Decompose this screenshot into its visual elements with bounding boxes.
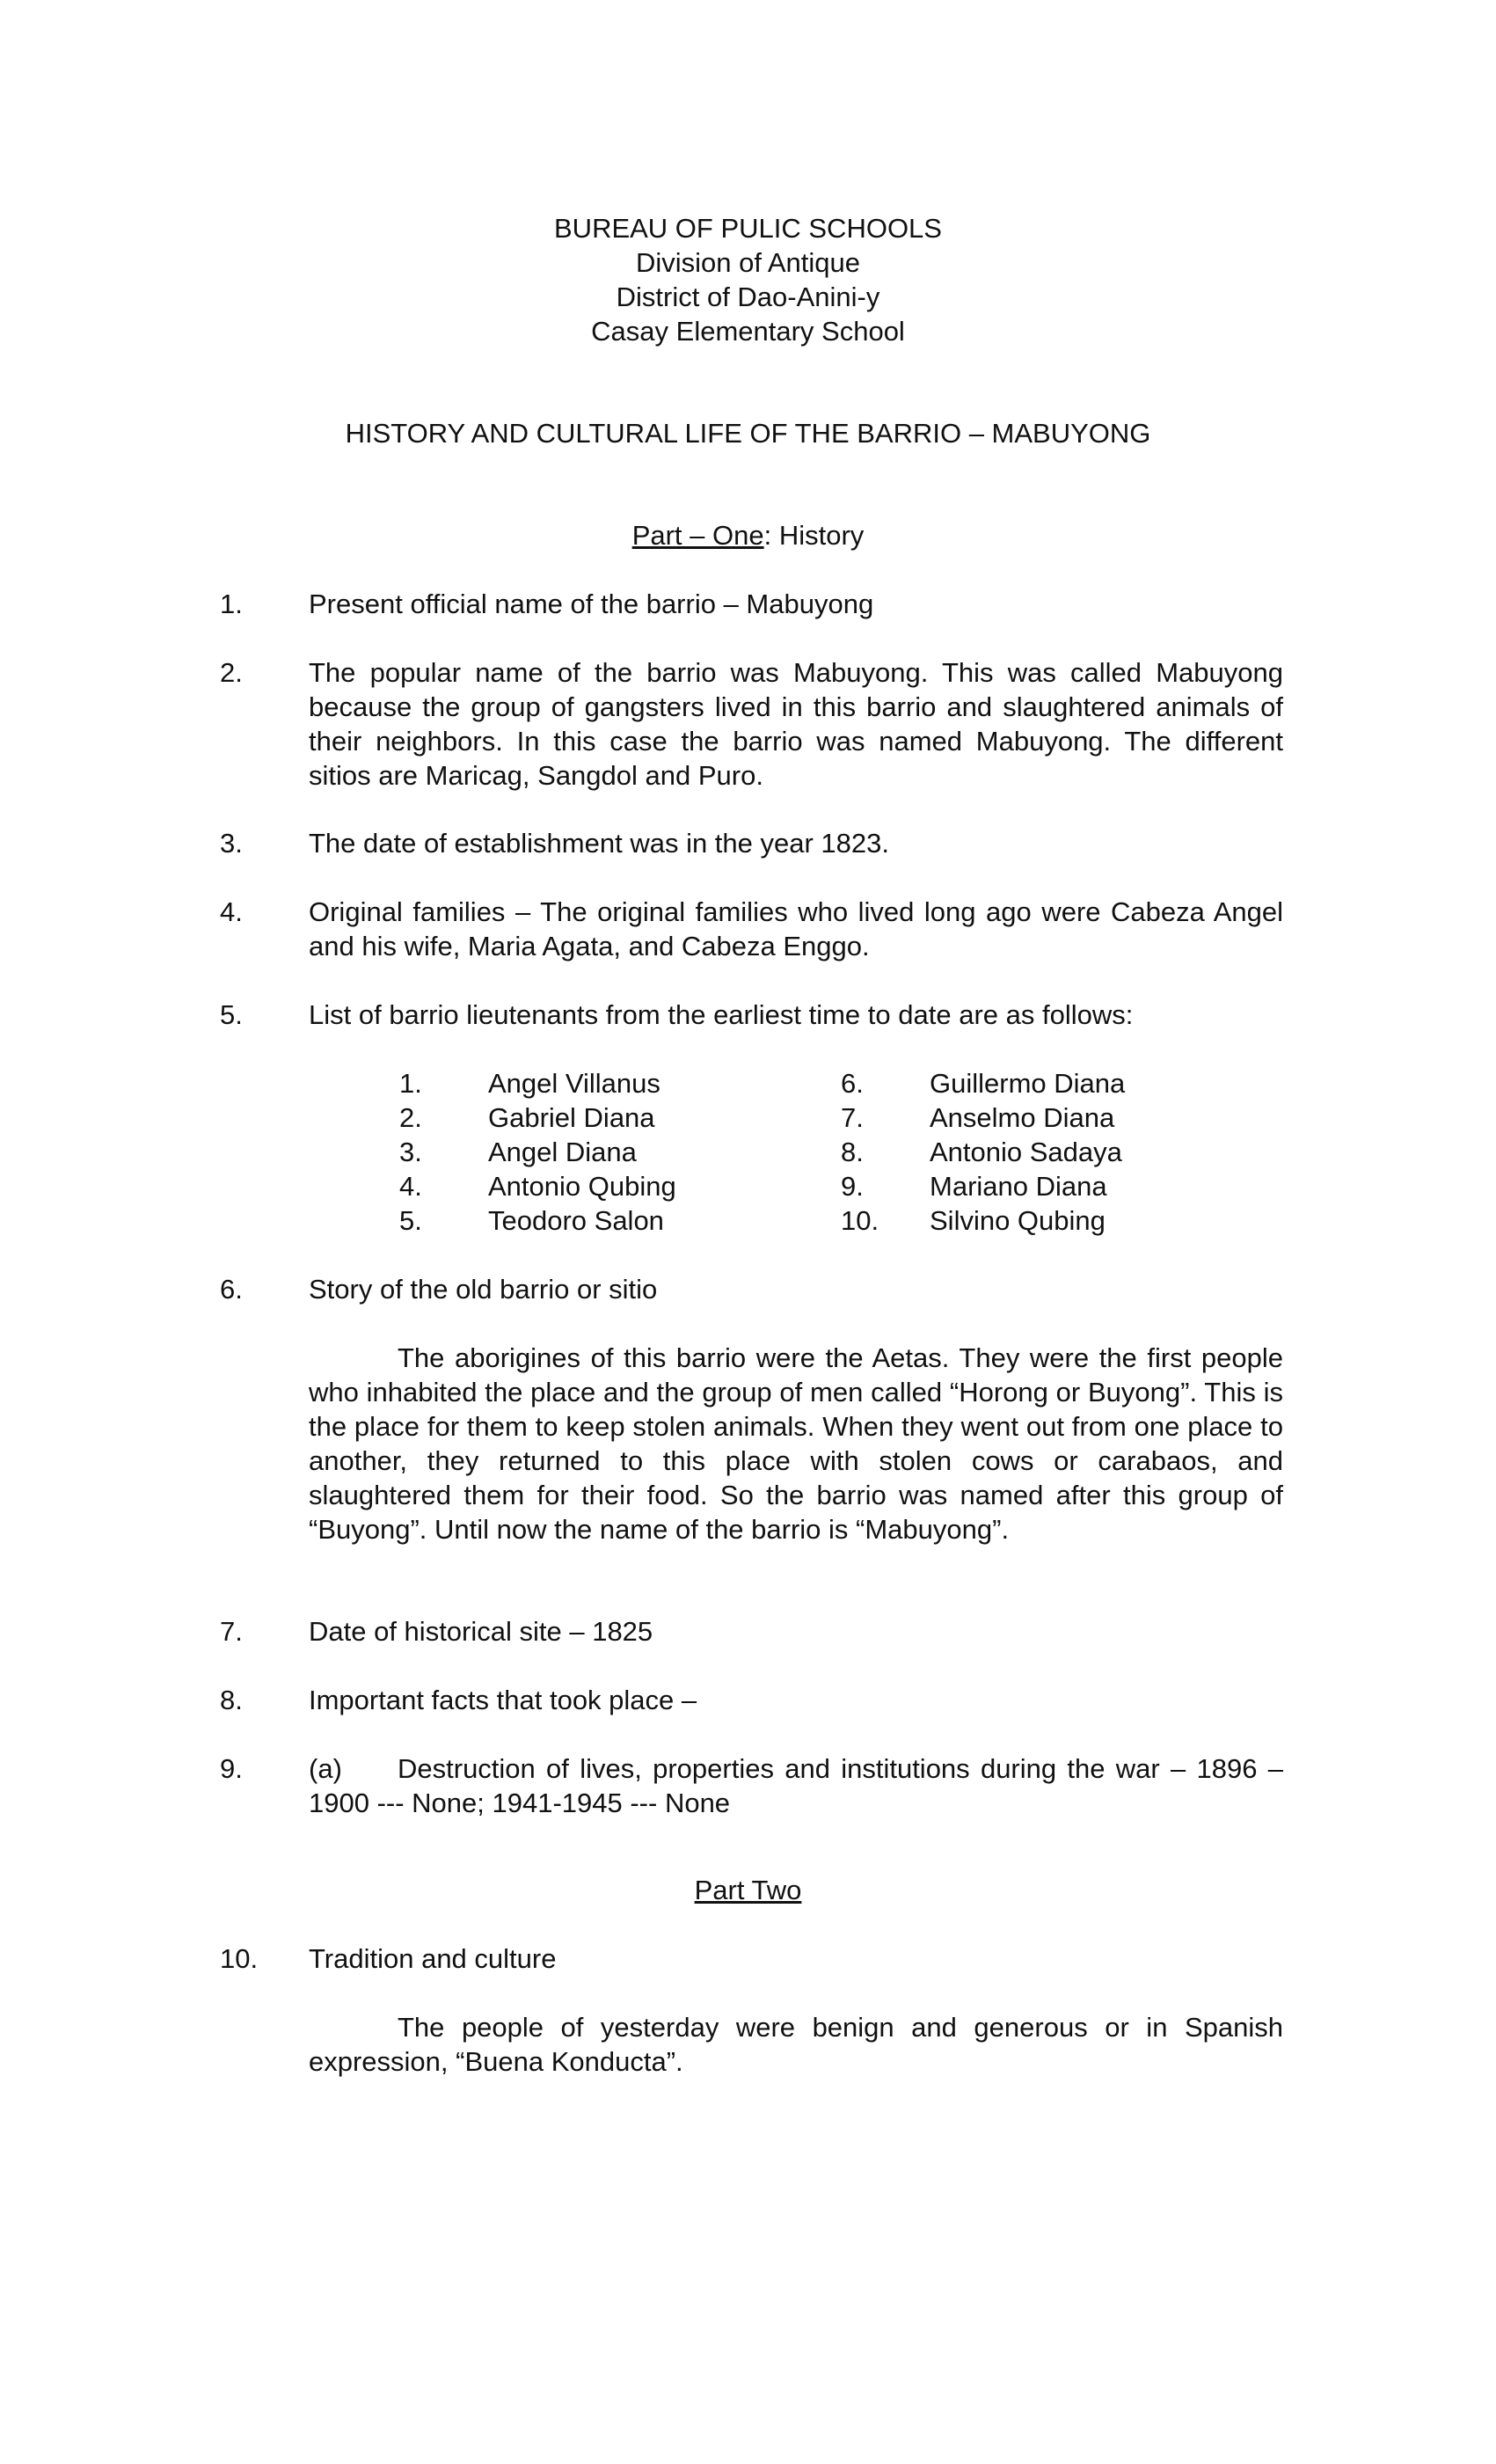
item-number: 2. (220, 657, 243, 688)
lieutenant-number: 8. (841, 1137, 864, 1167)
lieutenant-number: 4. (399, 1171, 422, 1202)
letterhead (0, 211, 1496, 348)
item-number: 3. (220, 828, 243, 859)
item-9-text (309, 1751, 1283, 1820)
item-6-text: Story of the old barrio or sitio (309, 1274, 658, 1305)
lieutenant-name: Angel Villanus (488, 1068, 660, 1099)
item-number: 8. (220, 1685, 243, 1715)
item-7-text: Date of historical site – 1825 (309, 1616, 653, 1647)
item-4-text: Original families – The original families who lived long ago were Cabeza Angel and his wife, Maria Agata, and Cabeza Enggo. (309, 896, 1283, 961)
school-name: Casay Elementary School (591, 316, 905, 347)
item-2-text: The popular name of the barrio was Mabuyong. This was called Mabuyong because the group of gangsters lived in this barrio and slaughtered animals of their neighbors. In this case the barrio was named Mabuyong. The different sitios are Maricag, Sangdol and Puro. (309, 657, 1283, 791)
document-title: HISTORY AND CULTURAL LIFE OF THE BARRIO – MABUYONG (345, 418, 1151, 449)
bureau-name: BUREAU OF PULIC SCHOOLS (554, 213, 942, 244)
item-number: 10. (220, 1943, 259, 1974)
tradition-story: The people of yesterday were benign and generous or in Spanish expression, “Buena Konducta”. (309, 2012, 1283, 2077)
lieutenant-name: Teodoro Salon (488, 1205, 664, 1236)
lieutenant-name: Angel Diana (488, 1137, 637, 1167)
item-1-text: Present official name of the barrio – Mabuyong (309, 589, 874, 619)
lieutenant-number: 5. (399, 1205, 422, 1236)
part-one-heading (0, 518, 1496, 552)
item-9-label: (a) (309, 1753, 342, 1784)
item-5-text: List of barrio lieutenants from the earliest time to date are as follows: (309, 999, 1134, 1030)
item-number: 7. (220, 1616, 243, 1647)
lieutenant-name: Anselmo Diana (930, 1102, 1115, 1133)
item-10-text: Tradition and culture (309, 1943, 557, 1974)
division-name: Division of Antique (635, 247, 861, 278)
lieutenant-number: 7. (841, 1102, 864, 1133)
lieutenant-number: 9. (841, 1171, 864, 1202)
item-3-text: The date of establishment was in the year 1823. (309, 828, 890, 859)
lieutenant-number: 10. (841, 1205, 879, 1236)
part-one-label: Part – One (631, 520, 764, 551)
lieutenant-number: 2. (399, 1102, 422, 1133)
lieutenant-number: 3. (399, 1137, 422, 1167)
item-number: 9. (220, 1753, 243, 1784)
lieutenant-name: Gabriel Diana (488, 1102, 655, 1133)
lieutenant-name: Mariano Diana (930, 1171, 1107, 1202)
item-number: 4. (220, 896, 243, 927)
item-number: 6. (220, 1274, 243, 1305)
lieutenant-name: Antonio Sadaya (930, 1137, 1122, 1167)
district-name: District of Dao-Anini-y (616, 281, 880, 312)
lieutenant-number: 6. (841, 1068, 864, 1099)
part-two-label: Part Two (694, 1875, 802, 1905)
lieutenant-name: Guillermo Diana (930, 1068, 1126, 1099)
lieutenant-name: Silvino Qubing (930, 1205, 1106, 1236)
item-number: 1. (220, 589, 243, 619)
lieutenant-name: Antonio Qubing (488, 1171, 676, 1202)
lieutenant-number: 1. (399, 1068, 422, 1099)
item-number: 5. (220, 999, 243, 1030)
part-one-subtitle: : History (763, 520, 865, 551)
old-barrio-story: The aborigines of this barrio were the Aetas. They were the first people who inhabited the place and the group of men called “Horong or Buyong”. This is the place for them to keep stolen animals. When they went out from one place to another, they returned to this place with stolen cows or carabaos, and slaughtered them for their food. So the barrio was named after this group of “Buyong”. Until now the name of the barrio is “Mabuyong”. (309, 1342, 1283, 1545)
item-9-body: Destruction of lives, properties and institutions during the war – 1896 – 1900 --- None; 1941-1945 --- None (309, 1753, 1283, 1818)
item-8-text: Important facts that took place – (309, 1685, 697, 1715)
part-two-heading (0, 1873, 1496, 1907)
